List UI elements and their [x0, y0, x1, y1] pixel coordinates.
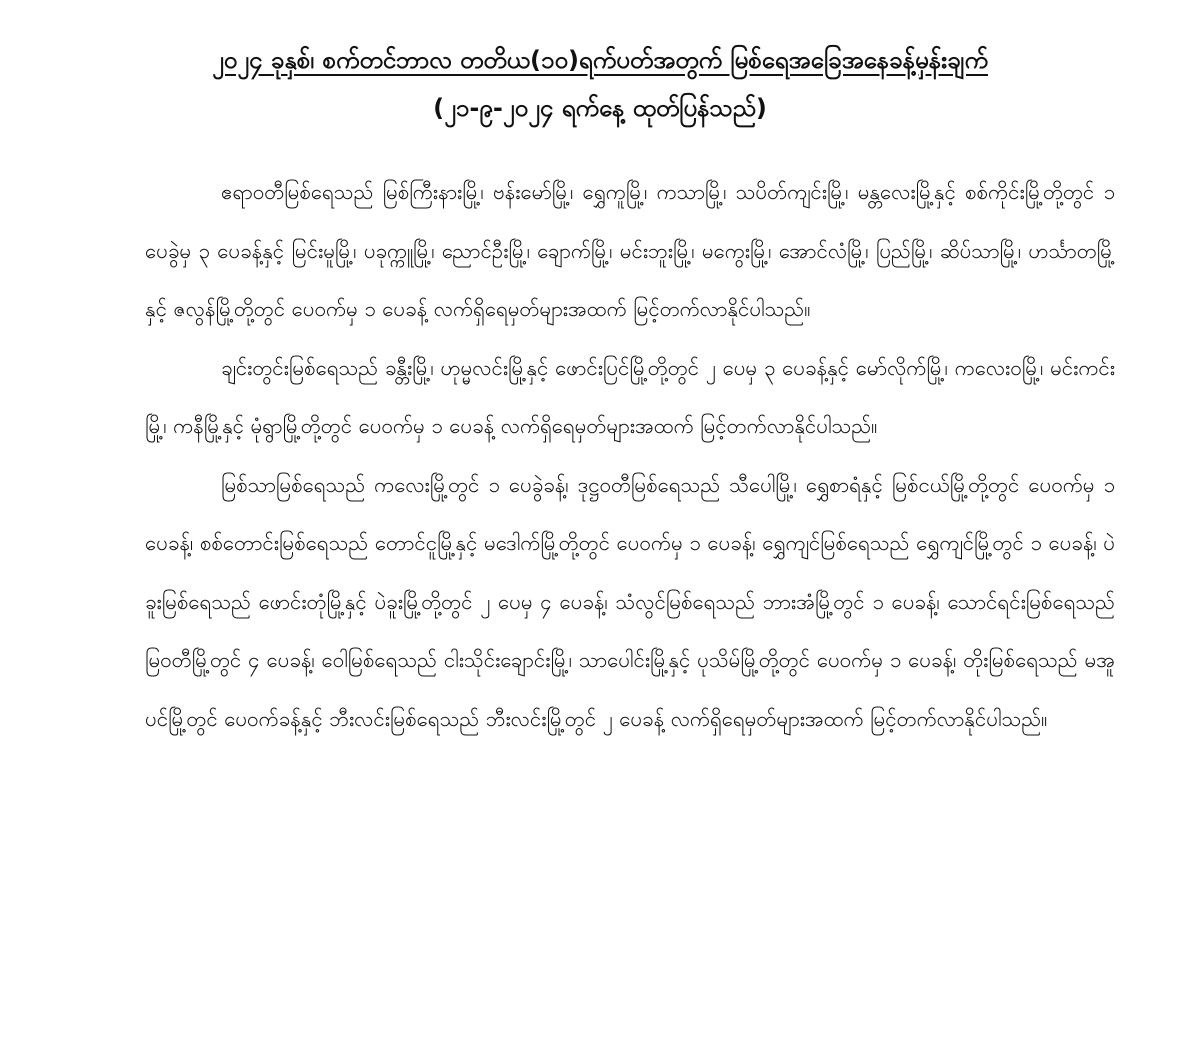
paragraph-other-rivers: မြစ်သာမြစ်ရေသည် ကလေးမြို့တွင် ၁ ပေခွဲခန့်၊ ဒုဋ္ဌဝတီမြစ်ရေသည် သီပေါမြို့၊ ရွှေစာရံနှင့် မြစ်ငယ်မြို့တို့တွင် ပေဝက်မှ ၁ ပေခန့်၊ စစ်တောင်းမြစ်ရေသည် တောင်ငူမြို့နှင့် မဒေါက်မြို့တို့တွင် ပေဝက်မှ ၁ ပေခန့်၊ ရွှေကျင်မြစ်ရေသည် ရွှေကျင်မြို့တွင် ၁ ပေခန့်၊ ပဲခူးမြစ်ရေသည် ဖောင်းတုံမြို့နှင့် ပဲခူးမြို့တို့တွင် ၂ ပေမှ ၄ ပေခန့်၊ သံလွင်မြစ်ရေသည် ဘားအံမြို့တွင် ၁ ပေခန့်၊ သောင်ရင်းမြစ်ရေသည် မြဝတီမြို့တွင် ၄ ပေခန့်၊ ဝေါမြစ်ရေသည် ငါးသိုင်းချောင်းမြို့၊ သာပေါင်းမြို့နှင့် ပုသိမ်မြို့တို့တွင် ပေဝက်မှ ၁ ပေခန့်၊ တိုးမြစ်ရေသည် မအူပင်မြို့တွင် ပေဝက်ခန့်နှင့် ဘီးလင်းမြစ်ရေသည် ဘီးလင်းမြို့တွင် ၂ ပေခန့် လက်ရှိရေမှတ်များအထက် မြင့်တက်လာနိုင်ပါသည်။ — [145, 472, 1115, 731]
document-subtitle-release-date: (၂၁-၉-၂၀၂၄ ရက်နေ့ ထုတ်ပြန်သည်) — [433, 94, 767, 122]
paragraph-ayeyarwady: ဧရာဝတီမြစ်ရေသည် မြစ်ကြီးနားမြို့၊ ဗန်းမော်မြို့၊ ရွှေကူမြို့၊ ကသာမြို့၊ သပိတ်ကျင်းမြို့၊ မန္တလေးမြို့နှင့် စစ်ကိုင်းမြို့တို့တွင် ၁ ပေခွဲမှ ၃ ပေခန့်နှင့် မြင်းမူမြို့၊ ပခုက္ကူမြို့၊ ညောင်ဦးမြို့၊ ချောက်မြို့၊ မင်းဘူးမြို့၊ မကွေးမြို့၊ အောင်လံမြို့၊ ပြည်မြို့၊ ဆိပ်သာမြို့၊ ဟင်္သာတမြို့နှင့် ဇလွန်မြို့တို့တွင် ပေဝက်မှ ၁ ပေခန့် လက်ရှိရေမှတ်များအထက် မြင့်တက်လာနိုင်ပါသည်။ — [145, 180, 1115, 321]
paragraph-chindwin: ချင်းတွင်းမြစ်ရေသည် ခန္တီးမြို့၊ ဟုမ္မလင်းမြို့နှင့် ဖောင်းပြင်မြို့တို့တွင် ၂ ပေမှ ၃ ပေခန့်နှင့် မော်လိုက်မြို့၊ ကလေးဝမြို့၊ မင်းကင်းမြို့၊ ကနီမြို့နှင့် မုံရွာမြို့တို့တွင် ပေဝက်မှ ၁ ပေခန့် လက်ရှိရေမှတ်များအထက် မြင့်တက်လာနိုင်ပါသည်။ — [145, 355, 1115, 438]
document-title: ၂၀၂၄ ခုနှစ်၊ စက်တင်ဘာလ တတိယ(၁၀)ရက်ပတ်အတွက် မြစ်ရေအခြေအနေခန့်မှန်းချက် — [211, 46, 989, 74]
document-body — [145, 163, 1115, 748]
